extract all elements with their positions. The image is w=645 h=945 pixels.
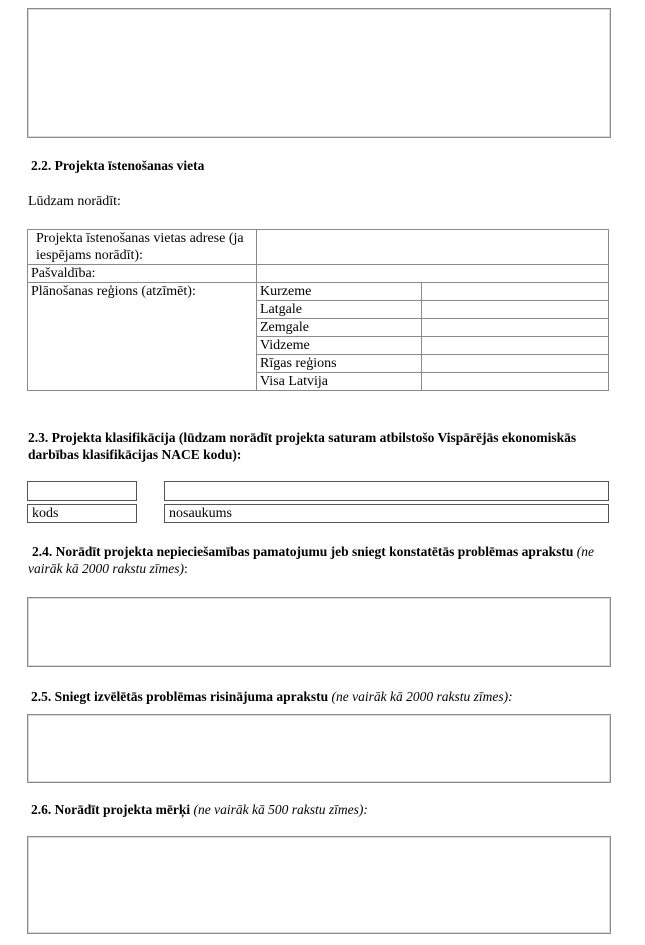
nace-code-input[interactable] — [27, 481, 137, 501]
region-mark-cell[interactable] — [422, 301, 609, 319]
previous-section-textarea[interactable] — [27, 8, 611, 138]
nace-name-input[interactable] — [164, 481, 609, 501]
section-2-2-instruction: Lūdzam norādīt: — [28, 194, 121, 209]
region-name: Kurzeme — [257, 283, 422, 301]
address-row — [28, 230, 609, 265]
address-label: Projekta īstenošanas vietas adrese (ja iespējams norādīt): — [28, 230, 257, 265]
section-2-2-heading: 2.2. Projekta īstenošanas vieta — [31, 158, 205, 173]
municipality-label: Pašvaldība: — [28, 265, 257, 283]
section-2-5-heading-text: 2.5. Sniegt izvēlētās problēmas risinājuma aprakstu — [31, 689, 329, 704]
region-mark-cell[interactable] — [422, 337, 609, 355]
section-2-6-heading — [31, 801, 368, 818]
region-mark-cell[interactable] — [422, 373, 609, 391]
region-name: Vidzeme — [257, 337, 422, 355]
section-2-4-heading — [28, 543, 618, 577]
nace-name-label: nosaukums — [164, 504, 609, 523]
section-2-4-heading-note: (ne vairāk kā 2000 rakstu zīmes) — [28, 544, 595, 576]
region-row — [28, 283, 609, 301]
region-name: Rīgas reģions — [257, 355, 422, 373]
region-name: Zemgale — [257, 319, 422, 337]
section-2-4-textarea[interactable] — [27, 597, 611, 667]
region-name: Latgale — [257, 301, 422, 319]
section-2-5-textarea[interactable] — [27, 714, 611, 783]
address-input[interactable] — [257, 230, 609, 265]
municipality-row — [28, 265, 609, 283]
region-mark-cell[interactable] — [422, 283, 609, 301]
section-2-4-heading-text: 2.4. Norādīt projekta nepieciešamības pamatojumu jeb sniegt konstatētās problēmas aprakstu — [32, 544, 574, 559]
section-2-4-heading-colon: : — [183, 561, 188, 576]
section-2-5-heading-note: (ne vairāk kā 2000 rakstu zīmes): — [331, 689, 513, 704]
section-2-6-heading-note: (ne vairāk kā 500 rakstu zīmes): — [193, 802, 368, 817]
region-mark-cell[interactable] — [422, 319, 609, 337]
municipality-input[interactable] — [257, 265, 609, 283]
section-2-5-heading — [31, 688, 513, 705]
region-mark-cell[interactable] — [422, 355, 609, 373]
section-2-6-textarea[interactable] — [27, 836, 611, 934]
region-name: Visa Latvija — [257, 373, 422, 391]
nace-code-label: kods — [27, 504, 137, 523]
section-2-6-heading-text: 2.6. Norādīt projekta mērķi — [31, 802, 191, 817]
location-table — [27, 229, 609, 391]
region-label: Plānošanas reģions (atzīmēt): — [28, 283, 257, 391]
section-2-3-heading: 2.3. Projekta klasifikācija (lūdzam norādīt projekta saturam atbilstošo Vispārējās ekonomiskās darbības klasifikācijas NACE kodu): — [28, 430, 577, 462]
